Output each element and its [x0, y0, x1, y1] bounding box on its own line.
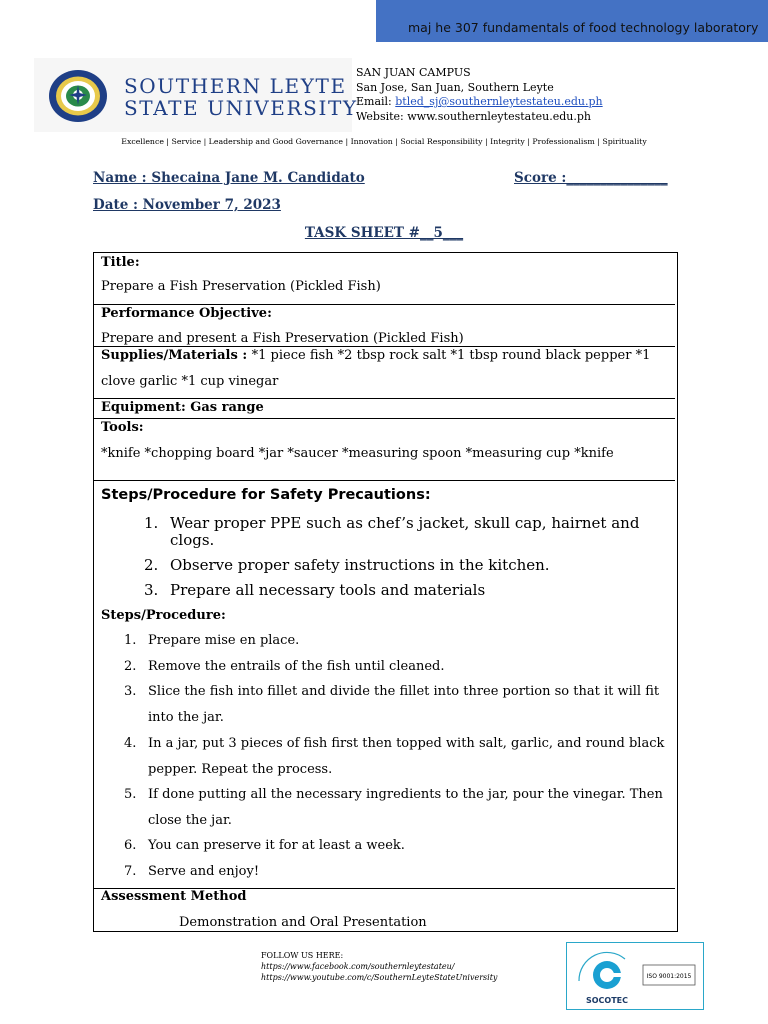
safety-heading: Steps/Procedure for Safety Precautions: — [101, 487, 431, 503]
steps-heading: Steps/Procedure: — [101, 608, 226, 623]
youtube-link[interactable]: https://www.youtube.com/c/SouthernLeyteStateUniversity — [261, 973, 498, 982]
title-label: Title: — [101, 255, 140, 270]
university-logo — [34, 58, 358, 132]
equipment-label: Equipment: Gas range — [101, 400, 264, 415]
socotec-certification-badge — [566, 942, 704, 1010]
campus-address: San Jose, San Juan, Southern Leyte — [356, 80, 554, 94]
equipment-row — [94, 399, 675, 419]
objective-label: Performance Objective: — [101, 306, 272, 321]
title-value: Prepare a Fish Preservation (Pickled Fish) — [101, 279, 381, 294]
supplies-label: Supplies/Materials : — [101, 348, 252, 363]
social-links — [261, 950, 497, 983]
objective-row — [94, 305, 675, 347]
objective-value: Prepare and present a Fish Preservation (Pickled Fish) — [101, 331, 464, 346]
assessment-label: Assessment Method — [101, 889, 247, 904]
socotec-logo-icon — [567, 943, 702, 1008]
campus-info — [356, 66, 603, 124]
socotec-label: SOCOTEC — [585, 996, 629, 1005]
course-title: maj he 307 fundamentals of food technology laboratory — [408, 20, 759, 35]
core-values-line: Excellence | Service | Leadership and Good Governance | Innovation | Social Responsibility | Integrity | Professionalism | Spirituality — [121, 137, 647, 146]
date-field: Date : November 7, 2023 — [93, 197, 281, 213]
university-seal-icon — [48, 68, 108, 124]
campus-email-line — [356, 95, 603, 110]
campus-name: SAN JUAN CAMPUS — [356, 66, 471, 79]
supplies-line2: clove garlic *1 cup vinegar — [101, 374, 279, 389]
university-name-line1: SOUTHERN LEYTE — [124, 74, 347, 98]
tools-value: *knife *chopping board *jar *saucer *measuring spoon *measuring cup *knife — [101, 446, 614, 461]
iso-label: ISO 9001:2015 — [646, 973, 692, 980]
task-table — [93, 252, 678, 932]
follow-label: FOLLOW US HERE: — [261, 951, 344, 960]
supplies-items: *1 piece fish *2 tbsp rock salt *1 tbsp round black pepper *1 — [251, 348, 651, 363]
email-label: Email: — [356, 95, 396, 108]
course-header-bar — [376, 0, 768, 42]
tools-label: Tools: — [101, 420, 144, 435]
task-sheet-number: TASK SHEET #__5___ — [304, 225, 464, 241]
procedure-row: Steps/Procedure for Safety Precautions: 1. Wear proper PPE such as chef’s jacket, skull cap, hairnet and clogs. 2. Observe proper safety instructions in the kitchen. 3. Prepare all necessary tools and materials Steps/Procedure: 1. Prepare mise en place. 2. Remove the entrails of the fish until cleaned. 3. Slice the fish into fillet and divide the fillet into three portion so that it will fit into the jar. 4. In a jar, put 3 pieces of fish first then topped with salt, garlic, and round black pepper. Repeat the process. 5. If done putting all the necessary ingredients to the jar, pour the vinegar. Then close the jar. 6. You can preserve it for at least a week. 7. Serve and enjoy! — [94, 481, 675, 889]
title-row — [94, 253, 675, 305]
student-name: Name : Shecaina Jane M. Candidato — [93, 170, 365, 186]
email-link[interactable]: btled_sj@southernleytestateu.edu.ph — [395, 95, 603, 108]
university-name-line2: STATE UNIVERSITY — [124, 96, 358, 120]
score-field: Score :_______________ — [514, 170, 668, 186]
supplies-line1 — [101, 348, 650, 363]
campus-website: Website: www.southernleytestateu.edu.ph — [356, 109, 591, 123]
supplies-row — [94, 347, 675, 399]
assessment-row — [94, 889, 675, 931]
facebook-link[interactable]: https://www.facebook.com/southernleytestateu/ — [261, 962, 455, 971]
tools-row — [94, 419, 675, 481]
assessment-value: Demonstration and Oral Presentation — [179, 915, 427, 930]
